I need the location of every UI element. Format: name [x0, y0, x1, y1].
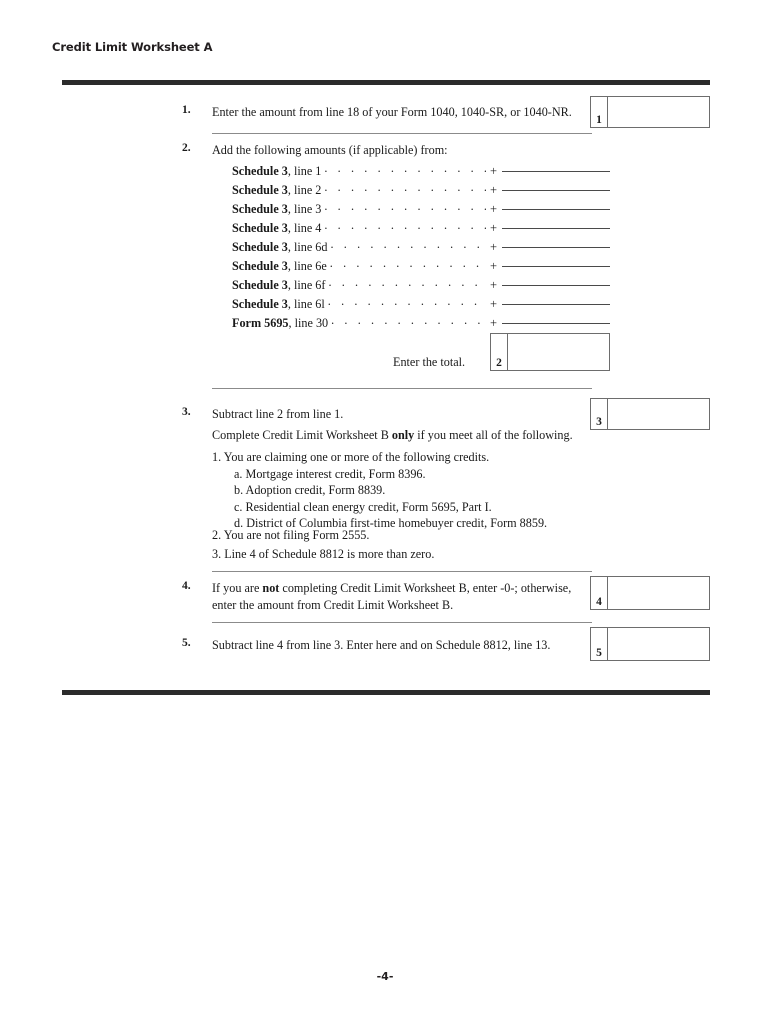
plus-sign: +	[489, 221, 497, 235]
schedule-row-label: Schedule 3, line 6l	[232, 297, 325, 311]
schedule-row-label: Schedule 3, line 6e	[232, 259, 327, 273]
condition-item-3: 3. Line 4 of Schedule 8812 is more than zero.	[212, 547, 435, 561]
page-number-footer: -4-	[376, 970, 394, 983]
dot-leader	[331, 315, 486, 327]
line-2-box-label: 2	[491, 334, 508, 370]
line-3-answer-box[interactable]	[590, 398, 710, 430]
condition-item-2: 2. You are not filing Form 2555.	[212, 528, 370, 542]
schedule-row-entry-line[interactable]	[502, 285, 610, 286]
schedule-row-entry-line[interactable]	[502, 190, 610, 191]
plus-sign: +	[489, 278, 497, 292]
line-3-separator	[212, 571, 592, 572]
line-5-text: Subtract line 4 from line 3. Enter here and on Schedule 8812, line 13.	[212, 638, 551, 652]
line-5-number: 5.	[182, 637, 191, 649]
condition-1a-text: a. Mortgage interest credit, Form 8396.	[234, 466, 426, 481]
schedule-row[interactable]	[232, 163, 610, 179]
condition-1-text: 1. You are claiming one or more of the following credits.	[212, 450, 490, 464]
plus-sign: +	[489, 183, 497, 197]
plus-sign: +	[489, 297, 497, 311]
line-5-input-area[interactable]	[608, 628, 709, 660]
schedule-row[interactable]	[232, 258, 610, 274]
line-4-box-label: 4	[591, 577, 608, 609]
line-4-separator	[212, 622, 592, 623]
condition-1d-text: d. District of Columbia first-time homebuyer credit, Form 8859.	[234, 516, 548, 530]
schedule-row-label: Form 5695, line 30	[232, 316, 329, 330]
line-1-answer-box[interactable]	[590, 96, 710, 128]
dot-leader	[324, 163, 486, 175]
plus-sign: +	[489, 202, 497, 216]
schedule-row[interactable]	[232, 220, 610, 236]
line-3-text: Subtract line 2 from line 1.	[212, 407, 344, 421]
schedule-row-label: Schedule 3, line 1	[232, 164, 322, 178]
schedule-row-entry-line[interactable]	[502, 171, 610, 172]
dot-leader	[324, 220, 486, 232]
schedule-row[interactable]	[232, 315, 610, 331]
line-3-box-label: 3	[591, 399, 608, 429]
schedule-row[interactable]	[232, 277, 610, 293]
schedule-row-entry-line[interactable]	[502, 323, 610, 324]
enter-total-label: Enter the total.	[393, 355, 466, 369]
line-2-separator	[212, 388, 592, 389]
dot-leader	[330, 258, 486, 270]
worksheet-b-condition-intro: Complete Credit Limit Worksheet B only if you meet all of the following.	[212, 428, 573, 442]
plus-sign: +	[489, 164, 497, 178]
line-4-text: If you are not completing Credit Limit Worksheet B, enter -0-; otherwise, enter the amount from Credit Limit Worksheet B.	[212, 581, 572, 612]
line-4-answer-box[interactable]	[590, 576, 710, 610]
line-5-answer-box[interactable]	[590, 627, 710, 661]
schedule-row[interactable]	[232, 296, 610, 312]
line-1-input-area[interactable]	[608, 97, 709, 127]
line-4-number: 4.	[182, 580, 191, 592]
line-2-number: 2.	[182, 142, 191, 154]
top-divider-rule	[62, 80, 710, 85]
schedule-row[interactable]	[232, 182, 610, 198]
plus-sign: +	[489, 259, 497, 273]
schedule-row[interactable]	[232, 201, 610, 217]
schedule-row-label: Schedule 3, line 3	[232, 202, 322, 216]
line-5-box-label: 5	[591, 628, 608, 660]
schedule-row-label: Schedule 3, line 6f	[232, 278, 326, 292]
line-1-text: Enter the amount from line 18 of your Form 1040, 1040-SR, or 1040-NR.	[212, 105, 572, 119]
line-3-number: 3.	[182, 406, 191, 418]
schedule-row-label: Schedule 3, line 2	[232, 183, 322, 197]
plus-sign: +	[489, 240, 497, 254]
dot-leader	[328, 296, 486, 308]
line-2-answer-box[interactable]	[490, 333, 610, 371]
line-1-number: 1.	[182, 104, 191, 116]
condition-item-1	[212, 449, 612, 532]
schedule-row-entry-line[interactable]	[502, 228, 610, 229]
line-2-input-area[interactable]	[508, 334, 609, 370]
schedule-row-entry-line[interactable]	[502, 266, 610, 267]
dot-leader	[324, 182, 486, 194]
plus-sign: +	[489, 316, 497, 330]
schedule-row-label: Schedule 3, line 4	[232, 221, 322, 235]
line-1-box-label: 1	[591, 97, 608, 127]
schedule-row-entry-line[interactable]	[502, 209, 610, 210]
bottom-divider-rule	[62, 690, 710, 695]
schedule-row[interactable]	[232, 239, 610, 255]
dot-leader	[330, 239, 485, 251]
line-2-text: Add the following amounts (if applicable) from:	[212, 143, 448, 157]
dot-leader	[328, 277, 485, 289]
condition-1b-text: b. Adoption credit, Form 8839.	[234, 483, 386, 497]
dot-leader	[324, 201, 486, 213]
page-title: Credit Limit Worksheet A	[52, 40, 213, 54]
schedule-row-label: Schedule 3, line 6d	[232, 240, 328, 254]
schedule-row-entry-line[interactable]	[502, 304, 610, 305]
schedule-row-entry-line[interactable]	[502, 247, 610, 248]
line-4-input-area[interactable]	[608, 577, 709, 609]
condition-1c-text: c. Residential clean energy credit, Form 5695, Part I.	[234, 499, 492, 514]
line-3-input-area[interactable]	[608, 399, 709, 429]
line-1-separator	[212, 133, 592, 134]
